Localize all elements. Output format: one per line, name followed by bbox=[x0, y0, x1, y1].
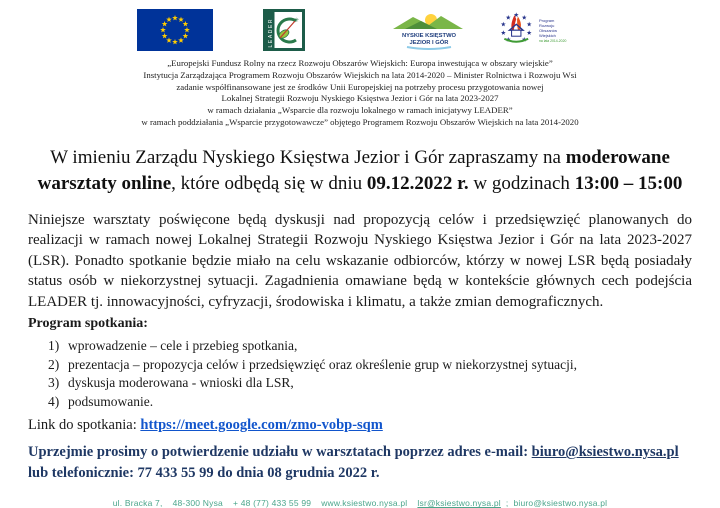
invitation-heading bbox=[22, 145, 698, 197]
funding-line-6: w ramach poddziałania „Wsparcie przygotowawcze” objętego Programem Rozwoju Obszarów Wiejskich na lata 2014-2020 bbox=[141, 116, 579, 127]
confirmation-paragraph bbox=[28, 442, 692, 484]
heading-text: W imieniu Zarządu Nyskiego Księstwa Jezior i Gór zapraszamy na bbox=[50, 146, 566, 168]
nyskie-logo-line1: NYSKIE KSIĘSTWO bbox=[401, 33, 457, 39]
prow-logo-text-4: Wiejskich bbox=[539, 33, 556, 38]
program-item-4: podsumowanie. bbox=[68, 393, 154, 409]
funding-line-3: zadanie współfinansowane jest ze środków Unii Europejskiej na potrzeby procesu przygotowania nowej bbox=[176, 81, 544, 92]
funding-line-4: Lokalnej Strategii Rozwoju Nyskiego Księstwa Jezior i Gór na lata 2023-2027 bbox=[221, 93, 499, 104]
program-item-1: wprowadzenie – cele i przebieg spotkania, bbox=[68, 338, 298, 354]
confirmation-email-link[interactable]: biuro@ksiestwo.nysa.pl bbox=[531, 444, 679, 461]
confirmation-text: Uprzejmie prosimy o potwierdzenie udziału w warsztatach poprzez adres e-mail: bbox=[28, 444, 532, 461]
footer-postal: 48-300 Nysa bbox=[172, 498, 223, 508]
confirmation-text: lub telefonicznie: 77 433 55 99 do dnia 08 grudnia 2022 r. bbox=[28, 465, 380, 482]
leader-logo-icon bbox=[263, 9, 305, 51]
funding-line-2: Instytucja Zarządzająca Programem Rozwoju Obszarów Wiejskich na lata 2014-2020 – Minister Rolnictwa i Rozwoju Wsi bbox=[143, 69, 577, 80]
nyskie-logo-line2: JEZIOR I GÓR bbox=[409, 40, 449, 46]
eu-flag-icon bbox=[137, 9, 213, 51]
footer-contact-line bbox=[0, 498, 720, 508]
prow-logo-years: na lata 2014-2020 bbox=[539, 39, 567, 43]
footer-separator: ; bbox=[505, 498, 509, 508]
meeting-link-label: Link do spotkania: bbox=[28, 417, 141, 434]
prow-logo-text-3: Obszarów bbox=[539, 28, 558, 33]
nyskie-ksiestwo-logo-icon bbox=[379, 10, 479, 50]
footer-biuro-email: biuro@ksiestwo.nysa.pl bbox=[513, 498, 608, 508]
intro-paragraph: Niniejsze warsztaty poświęcone będą dyskusji nad propozycją celów i przedsięwzięć planowanych do realizacji w ramach nowej Lokalnej Strategii Rozwoju Nyskiego Księstwa Jezior i Gór na lata 2023-2027 (LSR). Ponadto spotkanie będzie miało na celu wskazanie odbiorców, którzy w nowej LSR będą posiadały status osób w niekorzystnej sytuacji. Zagadnienia omawiane będą w kontekście głównych cech podejścia LEADER tj. innowacyjności, cyfryzacji, środowiska i klimatu, a także zmian demograficznych. bbox=[28, 211, 692, 310]
prow-logo-text-1: Program bbox=[539, 18, 555, 23]
footer-phone: + 48 (77) 433 55 99 bbox=[232, 498, 312, 508]
leader-logo-text: LEADER bbox=[268, 17, 274, 48]
funding-header-block bbox=[0, 58, 720, 129]
meeting-link-line bbox=[28, 417, 692, 434]
heading-bold-date: 09.12.2022 r. bbox=[366, 172, 469, 194]
logo-row bbox=[0, 0, 720, 52]
meeting-link[interactable]: https://meet.google.com/zmo-vobp-sqm bbox=[140, 417, 383, 434]
prow-logo-text-2: Rozwoju bbox=[539, 23, 555, 28]
program-list bbox=[48, 337, 720, 411]
funding-line-5: w ramach działania „Wsparcie dla rozwoju lokalnego w ramach inicjatywy LEADER” bbox=[207, 105, 513, 116]
program-item-2: prezentacja – propozycja celów i przedsięwzięć oraz określenie grup w niekorzystnej sytuacji, bbox=[68, 356, 578, 372]
footer-website: www.ksiestwo.nysa.pl bbox=[321, 498, 408, 508]
heading-text: w godzinach bbox=[468, 172, 575, 194]
prow-logo-icon bbox=[495, 9, 583, 51]
program-title: Program spotkania: bbox=[28, 316, 148, 332]
footer-lsr-email-link[interactable]: lsr@ksiestwo.nysa.pl bbox=[417, 498, 501, 508]
heading-text: , które odbędą się w dniu bbox=[171, 172, 367, 194]
leader-sprout-star: ✳ bbox=[294, 18, 300, 24]
heading-bold-hours: 13:00 – 15:00 bbox=[574, 172, 683, 194]
program-item-3: dyskusja moderowana - wnioski dla LSR, bbox=[68, 375, 294, 391]
heading-bold-workshops: moderowane warsztaty online bbox=[37, 146, 670, 194]
footer-address: ul. Bracka 7, bbox=[112, 498, 163, 508]
funding-line-1: „Europejski Fundusz Rolny na rzecz Rozwoju Obszarów Wiejskich: Europa inwestująca w obszary wiejskie” bbox=[167, 58, 553, 68]
